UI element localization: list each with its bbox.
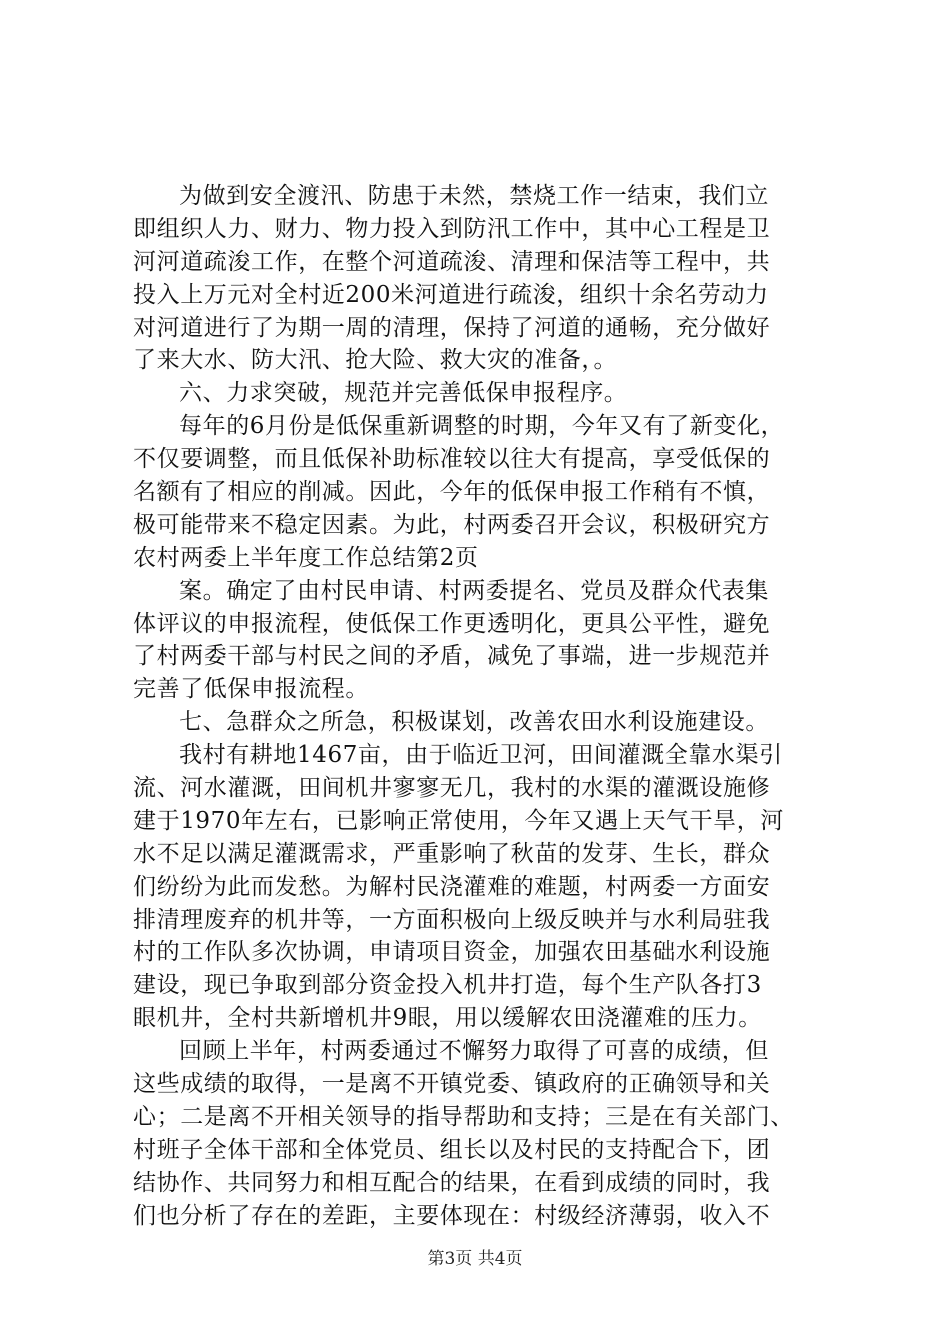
- text-line: 完善了低保申报流程。: [133, 676, 369, 703]
- text-line: 村班子全体干部和全体党员、组长以及村民的支持配合下，团: [133, 1136, 771, 1163]
- text-line: 排清理废弃的机井等，一方面积极向上级反映并与水利局驻我: [133, 906, 771, 933]
- text-line: 水不足以满足灌溉需求，严重影响了秋苗的发芽、生长，群众: [133, 840, 771, 867]
- text-line: 体评议的申报流程，使低保工作更透明化，更具公平性，避免: [133, 610, 771, 637]
- text-line: 了来大水、防大汛、抢大险、救大灾的准备，。: [133, 347, 618, 374]
- text-line: 七、急群众之所急，积极谋划，改善农田水利设施建设。: [179, 709, 769, 736]
- text-line: 建设，现已争取到部分资金投入机井打造，每个生产队各打3: [133, 972, 762, 999]
- text-line: 不仅要调整，而且低保补助标准较以往大有提高，享受低保的: [133, 446, 771, 473]
- text-line: 名额有了相应的削减。因此，今年的低保申报工作稍有不慎，: [133, 479, 771, 506]
- text-line: 结协作、共同努力和相互配合的结果，在看到成绩的同时，我: [133, 1169, 771, 1196]
- document-body: [133, 180, 833, 1233]
- text-line: 即组织人力、财力、物力投入到防汛工作中，其中心工程是卫: [133, 215, 771, 242]
- text-line: 为做到安全渡汛、防患于未然，禁烧工作一结束，我们立: [179, 183, 769, 209]
- text-line: 心；二是离不开相关领导的指导帮助和支持；三是在有关部门、: [133, 1103, 794, 1130]
- text-line: 农村两委上半年度工作总结第2页: [133, 544, 479, 571]
- text-line: 案。确定了由村民申请、村两委提名、党员及群众代表集: [179, 577, 769, 604]
- text-line: 们也分析了存在的差距，主要体现在：村级经济薄弱，收入不: [133, 1202, 771, 1229]
- text-line: 投入上万元对全村近200米河道进行疏浚，组织十余名劳动力: [133, 281, 769, 308]
- text-line: 极可能带来不稳定因素。为此，村两委召开会议，积极研究方: [133, 511, 771, 538]
- text-line: 每年的6月份是低保重新调整的时期，今年又有了新变化，: [179, 413, 785, 440]
- text-line: 流、河水灌溉，田间机井寥寥无几，我村的水渠的灌溉设施修: [133, 775, 771, 802]
- text-line: 们纷纷为此而发愁。为解村民浇灌难的难题，村两委一方面安: [133, 873, 771, 900]
- text-line: 对河道进行了为期一周的清理，保持了河道的通畅，充分做好: [133, 314, 771, 341]
- text-line: 这些成绩的取得，一是离不开镇党委、镇政府的正确领导和关: [133, 1071, 771, 1098]
- text-line: 村的工作队多次协调，申请项目资金，加强农田基础水利设施: [133, 939, 771, 966]
- text-line: 回顾上半年，村两委通过不懈努力取得了可喜的成绩，但: [179, 1038, 769, 1065]
- text-line: 六、力求突破，规范并完善低保申报程序。: [179, 380, 628, 407]
- text-line: 了村两委干部与村民之间的矛盾，减免了事端，进一步规范并: [133, 643, 771, 670]
- text-line: 我村有耕地1467亩，由于临近卫河，田间灌溉全靠水渠引: [179, 742, 783, 769]
- text-line: 建于1970年左右，已影响正常使用，今年又遇上天气干旱，河: [133, 807, 784, 834]
- page-footer: 第3页 共4页: [427, 1249, 523, 1269]
- text-line: 眼机井，全村共新增机井9眼，用以缓解农田浇灌难的压力。: [133, 1005, 762, 1032]
- text-line: 河河道疏浚工作，在整个河道疏浚、清理和保洁等工程中，共: [133, 248, 771, 275]
